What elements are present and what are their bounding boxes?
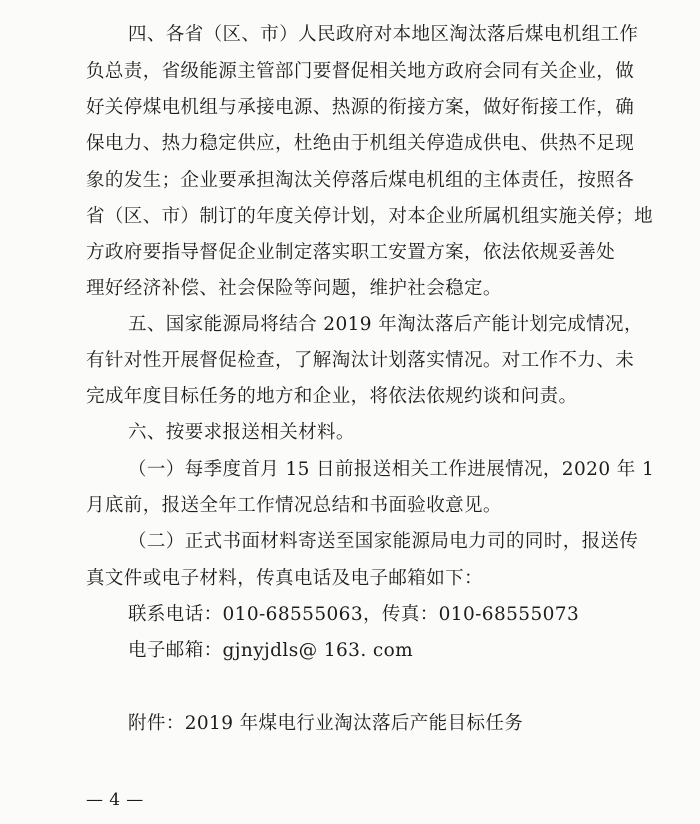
paragraph-line: 六、按要求报送相关材料。 <box>128 422 355 443</box>
contact-phone: 联系电话：010-68555063，传真：010-68555073 <box>128 604 580 625</box>
attachment-note: 附件：2019 年煤电行业淘汰落后产能目标任务 <box>128 713 524 734</box>
paragraph-line: 负总责，省级能源主管部门要督促相关地方政府会同有关企业，做 <box>86 61 635 82</box>
paragraph-line: 保电力、热力稳定供应，杜绝由于机组关停造成供电、供热不足现 <box>86 133 635 154</box>
paragraph-line: 五、国家能源局将结合 2019 年淘汰落后产能计划完成情况， <box>128 314 643 335</box>
paragraph-line: 月底前，报送全年工作情况总结和书面验收意见。 <box>86 495 502 516</box>
paragraph-line: （二）正式书面材料寄送至国家能源局电力司的同时，报送传 <box>128 531 639 552</box>
paragraph-line: 有针对性开展督促检查，了解淘汰计划落实情况。对工作不力、未 <box>86 350 635 371</box>
page-number: — 4 — <box>86 790 144 810</box>
paragraph-line: 四、各省（区、市）人民政府对本地区淘汰落后煤电机组工作 <box>128 24 639 45</box>
paragraph-line: 理好经济补偿、社会保险等问题，维护社会稳定。 <box>86 278 502 299</box>
paragraph-line: 省（区、市）制订的年度关停计划，对本企业所属机组实施关停；地 <box>86 206 654 227</box>
paragraph-line: 好关停煤电机组与承接电源、热源的衔接方案，做好衔接工作，确 <box>86 97 635 118</box>
contact-email: 电子邮箱：gjnyjdls@ 163. com <box>128 640 414 661</box>
paragraph-line: 真文件或电子材料，传真电话及电子邮箱如下： <box>86 568 483 589</box>
paragraph-line: 象的发生；企业要承担淘汰关停落后煤电机组的主体责任，按照各 <box>86 170 635 191</box>
paragraph-line: （一）每季度首月 15 日前报送相关工作进展情况，2020 年 1 <box>128 459 655 480</box>
paragraph-line: 完成年度目标任务的地方和企业，将依法依规约谈和问责。 <box>86 386 578 407</box>
paragraph-line: 方政府要指导督促企业制定落实职工安置方案，依法依规妥善处 <box>86 242 616 263</box>
